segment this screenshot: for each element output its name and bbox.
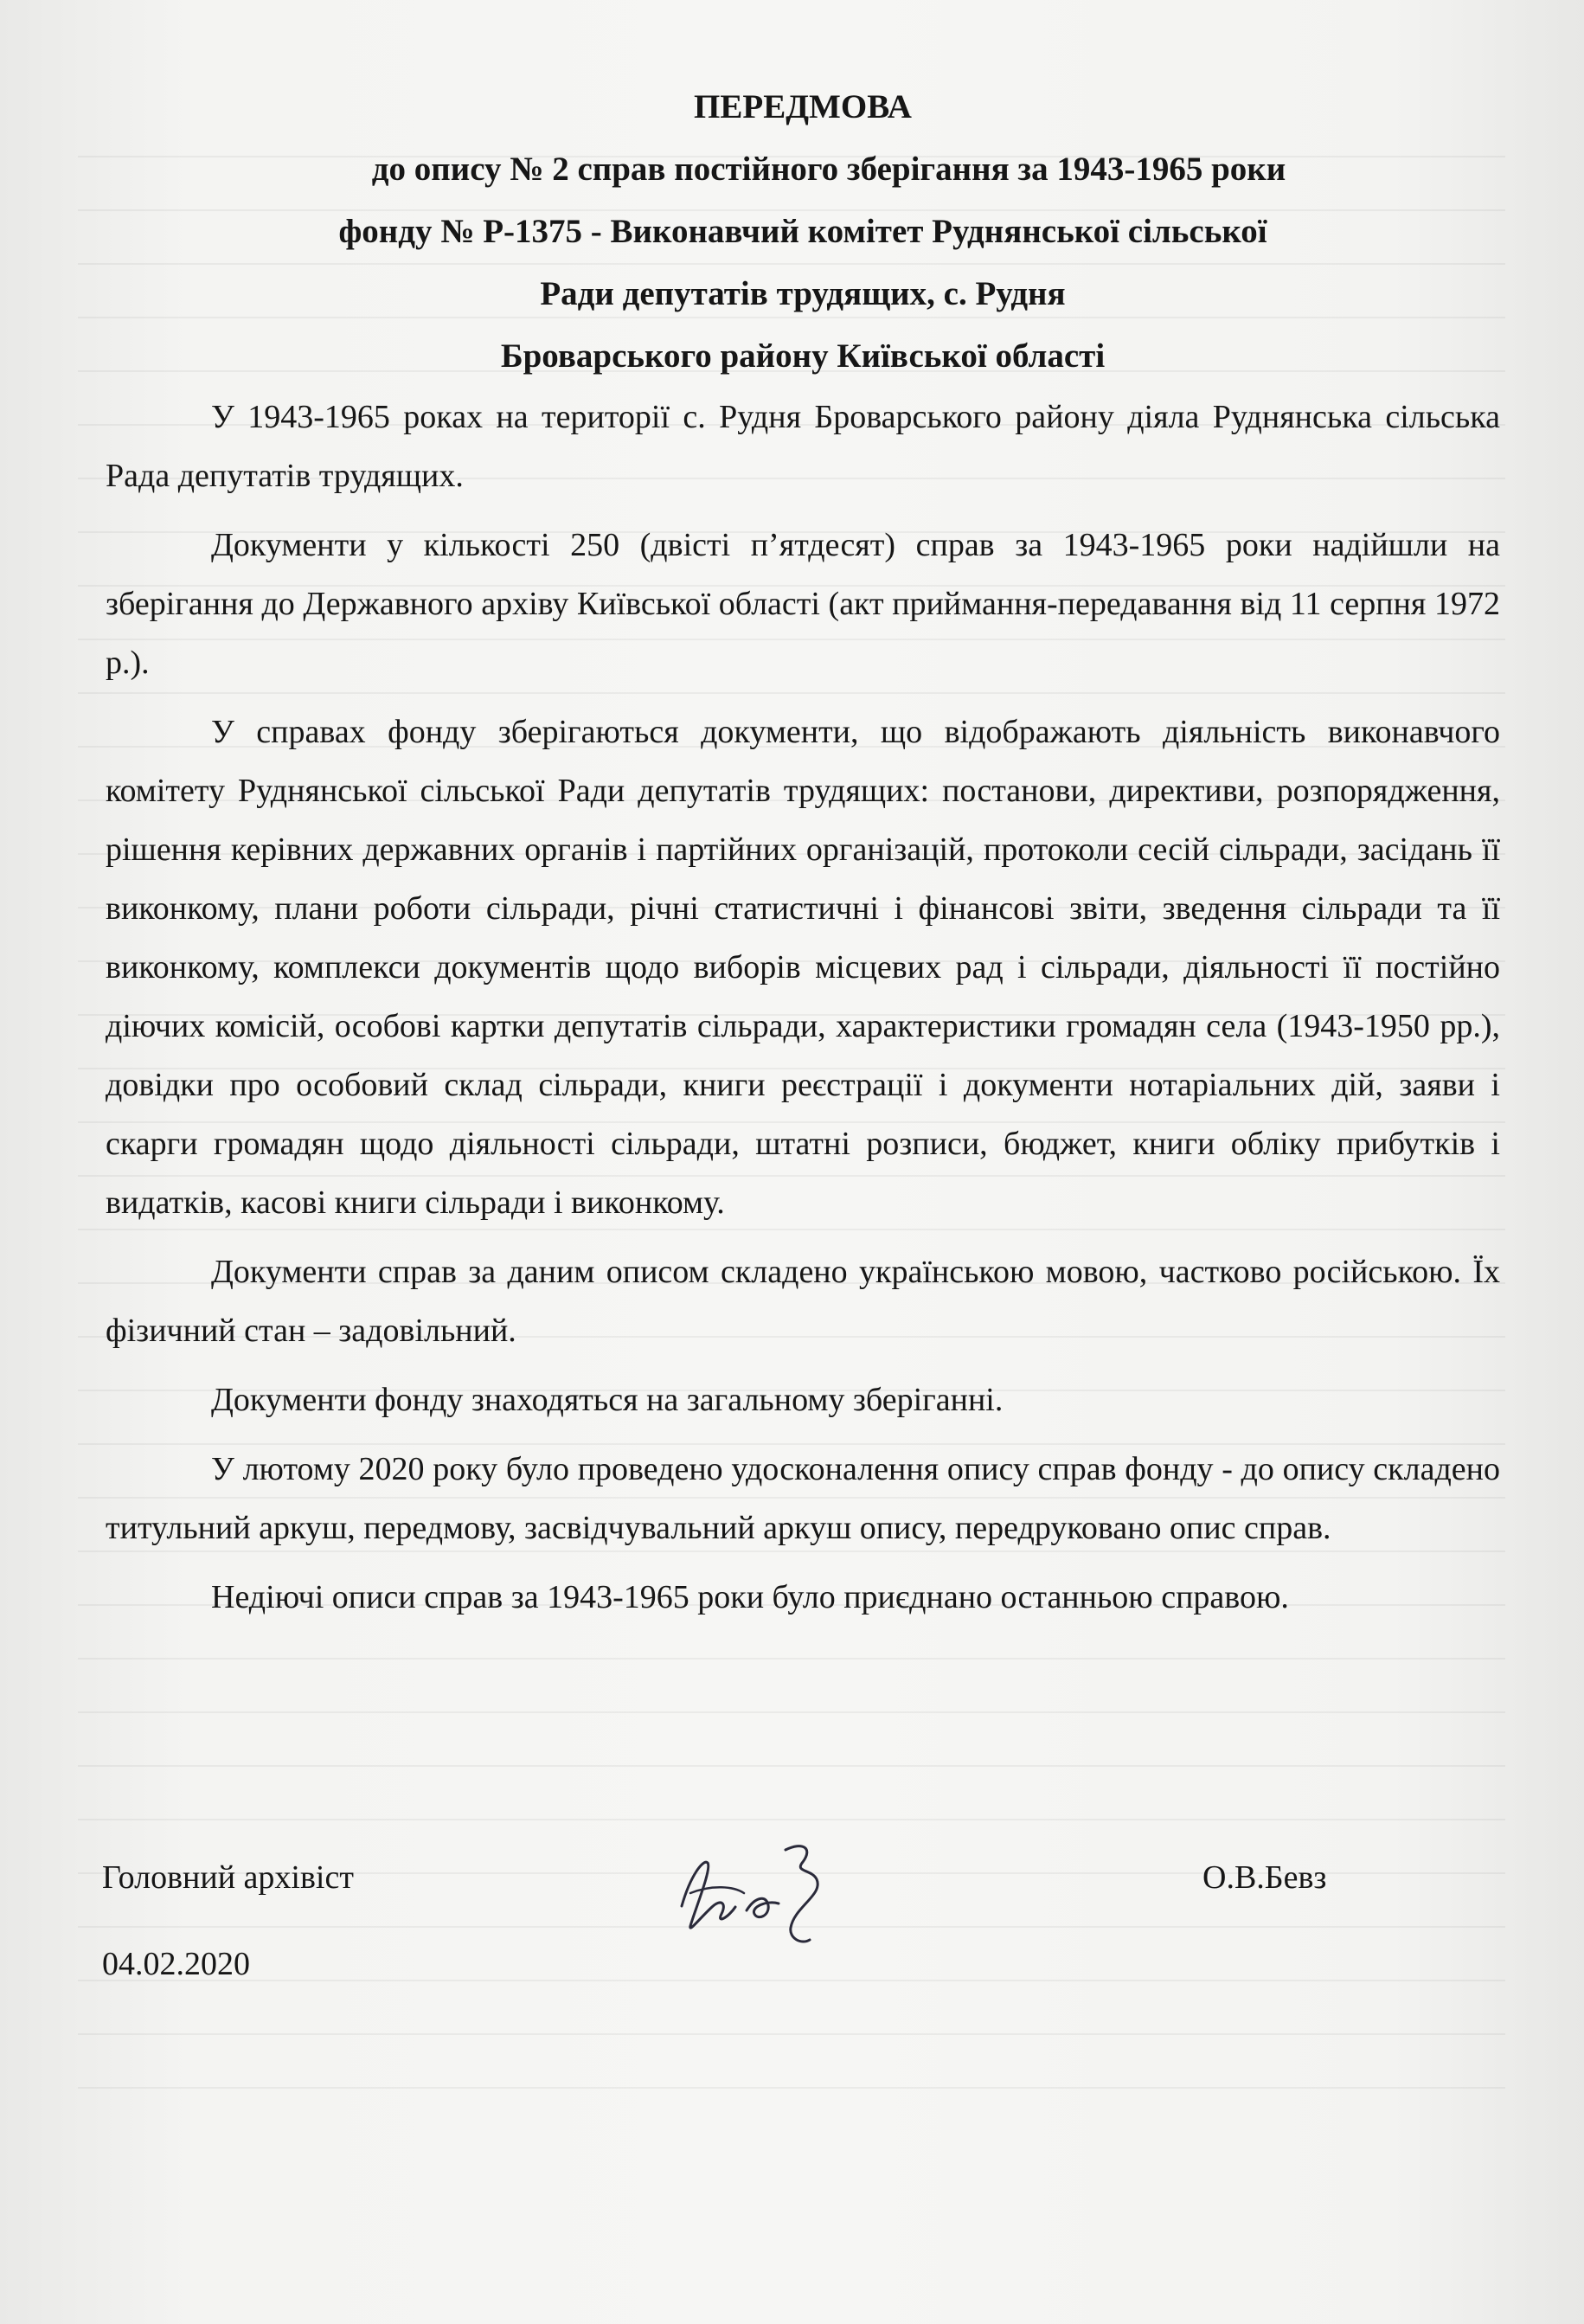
paragraph-language: Документи справ за даним описом складено українською мовою, частково російською. Їх фізичний стан – задовільний. [106,1254,1500,1349]
paragraph-improvement: У лютому 2020 року було проведено удосконалення опису справ фонду - до опису складено титульний аркуш, передмову, засвідчувальний аркуш опису, передруковано опис справ. [106,1451,1500,1546]
doc-subtitle-line-2: фонду № Р-1375 - Виконавчий комітет Руднянської сільської [338,213,1267,250]
doc-heading: ПЕРЕДМОВА [694,88,912,125]
handwritten-signature-icon [664,1824,889,1954]
document-body [106,76,1500,1627]
signoff-block [102,1859,1512,2014]
paragraph-receipt: Документи у кількості 250 (двісті п’ятдесят) справ за 1943-1965 роки надійшли на зберігання до Державного архіву Київської області (акт приймання-передавання від 11 серпня 1972 р.). [106,527,1500,681]
paragraph-contents: У справах фонду зберігаються документи, що відображають діяльність виконавчого комітету Руднянської сільської Ради депутатів трудящих: постанови, директиви, розпорядження, рішення керівних державних органів і партійних організацій, протоколи сесій сільради, засідань її виконкому, плани роботи сільради, річні статистичні і фінансові звіти, зведення сільради та її виконкому, комплекси документів щодо виборів місцевих рад і сільради, діяльності її постійно діючих комісій, особові картки депутатів сільради, характеристики громадян села (1943-1950 рр.), довідки про особовий склад сільради, книги реєстрації і документи нотаріальних дій, заяви і скарги громадян щодо діяльності сільради, штатні розписи, бюджет, книги обліку прибутків і видатків, касові книги сільради і виконкому. [106,714,1500,1221]
paragraph-attached: Недіючі описи справ за 1943-1965 роки було приєднано останньою справою. [211,1579,1289,1615]
doc-subtitle-line-3: Ради депутатів трудящих, с. Рудня [540,275,1066,312]
signer-name: О.В.Бевз [1202,1859,1327,1896]
sign-date: 04.02.2020 [102,1946,250,1982]
paragraph-storage: Документи фонду знаходяться на загальному зберіганні. [211,1382,1004,1418]
paragraph-history: У 1943-1965 роках на території с. Рудня Броварського району діяла Руднянська сільська Рада депутатів трудящих. [106,399,1500,494]
doc-subtitle-line-4: Броварського району Київської області [500,337,1106,375]
doc-subtitle-line-1: до опису № 2 справ постійного зберігання за 1943-1965 роки [371,151,1286,188]
signer-position: Головний архівіст [102,1859,354,1896]
